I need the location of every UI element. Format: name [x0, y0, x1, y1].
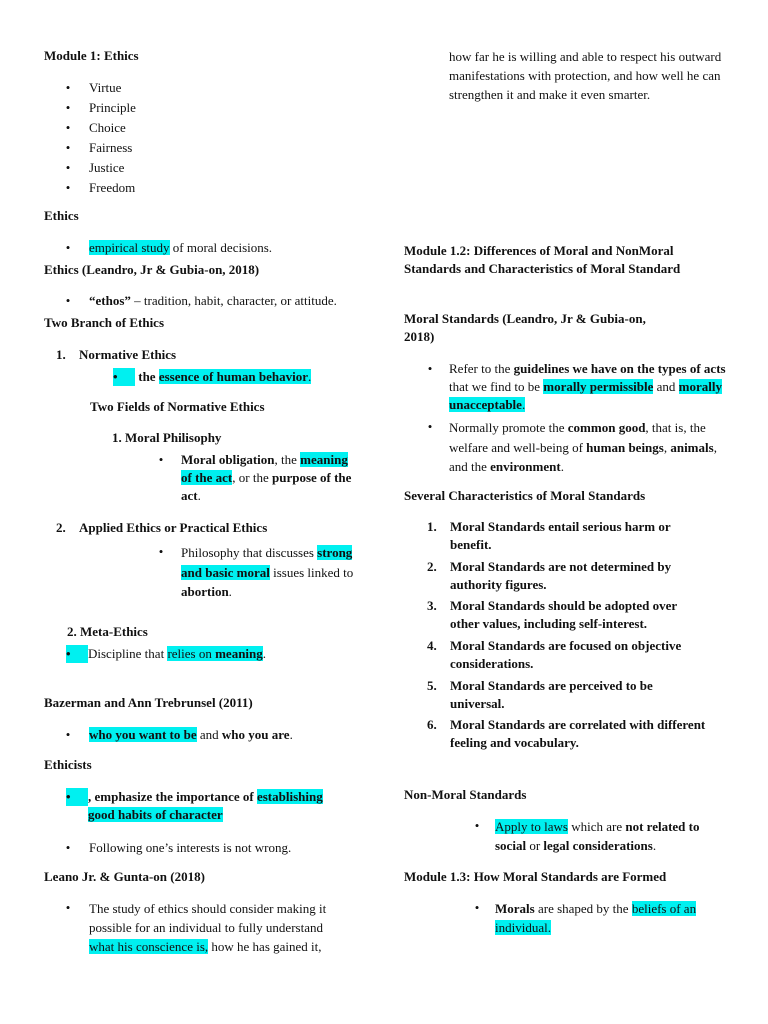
text-span: . [289, 727, 293, 742]
highlight-span: what his conscience is, [89, 939, 209, 954]
text-span: are shaped by the [534, 901, 632, 916]
item-number: 4. [427, 638, 437, 653]
text-span: Normally promote the [449, 420, 568, 435]
characteristic-item [427, 518, 671, 552]
item-number: 2. [56, 520, 66, 535]
text-span: , emphasize the importance of [88, 789, 257, 804]
text-span: guidelines we have on the types of acts [513, 361, 726, 376]
text-span: Following one’s interests is not wrong. [89, 840, 292, 855]
text-span: that we find to be [449, 379, 544, 394]
bullet-icon: • [65, 100, 71, 115]
ethos-definition: – tradition, habit, character, or attitude. [130, 293, 337, 308]
item-number: 6. [427, 717, 437, 732]
highlight-span: beliefs of an individual. [495, 901, 697, 935]
characteristic-item [427, 597, 677, 631]
bullet-icon: • [65, 140, 71, 155]
module1-title: Module 1: Ethics [44, 48, 139, 63]
highlight-span: strong and basic moral [181, 545, 353, 580]
text-span: how he has gained it, [208, 939, 322, 954]
text-span: legal considerations [543, 838, 653, 853]
text-span: Morals [495, 901, 535, 916]
text-span: , or the [232, 470, 272, 485]
list-item-label: Fairness [89, 140, 133, 155]
characteristic-item [427, 558, 672, 592]
bullet-icon: • [158, 544, 164, 559]
highlight-span: who you want to be [89, 727, 197, 742]
characteristic-text: Moral Standards are focused on objective considerations. [450, 638, 682, 671]
text-span: not related to social [495, 819, 700, 853]
moral-philosophy-heading: 1. Moral Philisophy [112, 430, 222, 445]
text-span: Refer to the [449, 361, 514, 376]
highlight-span: meaning [215, 646, 263, 661]
moral-standards-heading: Moral Standards (Leandro, Jr & Gubia-on, 2018) [404, 311, 646, 344]
normative-ethics-label: Normative Ethics [79, 347, 177, 362]
text-span: , the [274, 452, 301, 467]
bazerman-heading: Bazerman and Ann Trebrunsel (2011) [44, 695, 253, 710]
leano-heading: Leano Jr. & Gunta-on (2018) [44, 869, 205, 884]
normative-bullet-highlight: essence of human behavior [158, 369, 308, 384]
ethics-heading: Ethics [44, 208, 79, 223]
highlighted-bullet-icon: • [113, 368, 135, 386]
characteristic-text: Moral Standards are not determined by authority figures. [450, 559, 672, 592]
characteristic-item [427, 677, 653, 711]
module13-title: Module 1.3: How Moral Standards are Formed [404, 869, 667, 884]
two-branch-heading: Two Branch of Ethics [44, 315, 165, 330]
bullet-icon: • [65, 80, 71, 95]
highlighted-bullet-icon: • [66, 645, 88, 663]
text-span: The study of ethics should consider making it possible for an individual to fully understand [89, 901, 327, 935]
text-span: . [560, 459, 564, 474]
bullet-icon: • [65, 240, 71, 255]
item-number: 3. [427, 598, 437, 613]
highlight-span: Apply to laws [495, 819, 568, 834]
two-fields-heading: Two Fields of Normative Ethics [90, 399, 265, 414]
list-item-label: Choice [89, 120, 126, 135]
normative-bullet-prefix: the [138, 369, 159, 384]
bullet-icon: • [474, 818, 480, 833]
bullet-icon: • [427, 361, 433, 376]
applied-ethics-label: Applied Ethics or Practical Ethics [79, 520, 268, 535]
text-span: Philosophy that discusses [181, 545, 318, 560]
module12-title: Module 1.2: Differences of Moral and NonMoral Standards and Characteristics of Moral Standard [404, 243, 681, 276]
text-span: and [653, 379, 679, 394]
highlight-span: morally permissible [543, 379, 654, 394]
text-span: . [652, 838, 657, 853]
text-span: , and the [449, 439, 717, 474]
bullet-icon: • [474, 900, 480, 915]
characteristics-heading: Several Characteristics of Moral Standards [404, 488, 646, 503]
highlight-span: morally unacceptable [449, 379, 722, 412]
text-span: abortion [181, 584, 229, 599]
highlight-span: establishing good habits of character [88, 789, 323, 822]
characteristic-text: Moral Standards should be adopted over other values, including self-interest. [450, 598, 677, 631]
normative-ethics-item [56, 346, 177, 364]
text-span: environment [490, 459, 561, 474]
text-span: which are [567, 819, 626, 834]
characteristic-item [427, 637, 682, 671]
leandro-heading: Ethics (Leandro, Jr & Gubia-on, 2018) [44, 262, 260, 277]
text-span: common good [567, 420, 646, 435]
ethics-definition-text: of moral decisions. [169, 240, 273, 255]
meta-ethics-heading: 2. Meta-Ethics [67, 624, 148, 639]
bullet-icon: • [65, 840, 71, 855]
characteristic-text: Moral Standards are perceived to be universal. [450, 678, 653, 711]
text-span: human beings [586, 439, 664, 455]
highlight-span: meaning of the act [181, 452, 348, 485]
normative-bullet-period: . [307, 369, 312, 384]
text-span: issues linked to [269, 564, 354, 580]
list-item-label: Virtue [89, 80, 122, 95]
continued-paragraph: how far he is willing and able to respect his outward manifestations with protection, and how well he can strengthen it and make it even smarter. [449, 49, 722, 102]
list-item-label: Freedom [89, 180, 136, 195]
ethics-definition-highlight: empirical study [89, 240, 170, 255]
text-span: who you are [221, 727, 290, 742]
list-item [66, 645, 266, 663]
bullet-icon: • [65, 180, 71, 195]
text-span: . [262, 646, 267, 661]
list-item-label: Justice [89, 160, 125, 175]
bullet-icon: • [65, 727, 71, 742]
list-item [113, 368, 311, 386]
bullet-icon: • [65, 120, 71, 135]
text-span: , that is, the welfare and well-being of [449, 420, 706, 455]
highlighted-bullet-icon: • [66, 788, 88, 806]
list-item-label: Principle [89, 100, 136, 115]
ethicists-heading: Ethicists [44, 757, 92, 772]
text-span: Moral obligation [181, 452, 275, 467]
item-number: 1. [427, 519, 437, 534]
characteristic-text: Moral Standards are correlated with different feeling and vocabulary. [450, 717, 706, 750]
text-span: and [196, 727, 222, 742]
text-span: animals [670, 439, 714, 455]
applied-ethics-item [56, 519, 268, 537]
nonmoral-heading: Non-Moral Standards [404, 787, 527, 802]
bullet-icon: • [158, 452, 164, 467]
ethos-term: “ethos” [89, 293, 131, 308]
text-span: Discipline that [88, 646, 168, 661]
text-span: . [521, 397, 526, 412]
item-number: 5. [427, 678, 437, 693]
item-number: 2. [427, 559, 437, 574]
characteristic-text: Moral Standards entail serious harm or benefit. [450, 519, 671, 552]
bullet-icon: • [65, 900, 71, 915]
text-span: or [526, 838, 544, 853]
bullet-icon: • [65, 293, 71, 308]
item-number: 1. [56, 347, 66, 362]
characteristic-item [427, 716, 706, 750]
bullet-icon: • [65, 160, 71, 175]
bullet-icon: • [427, 419, 433, 434]
text-span: . [197, 488, 201, 503]
text-span: . [228, 584, 232, 599]
highlight-span: relies on [167, 646, 216, 661]
text-span: , [663, 439, 671, 455]
text-span: purpose of the act [181, 470, 352, 503]
